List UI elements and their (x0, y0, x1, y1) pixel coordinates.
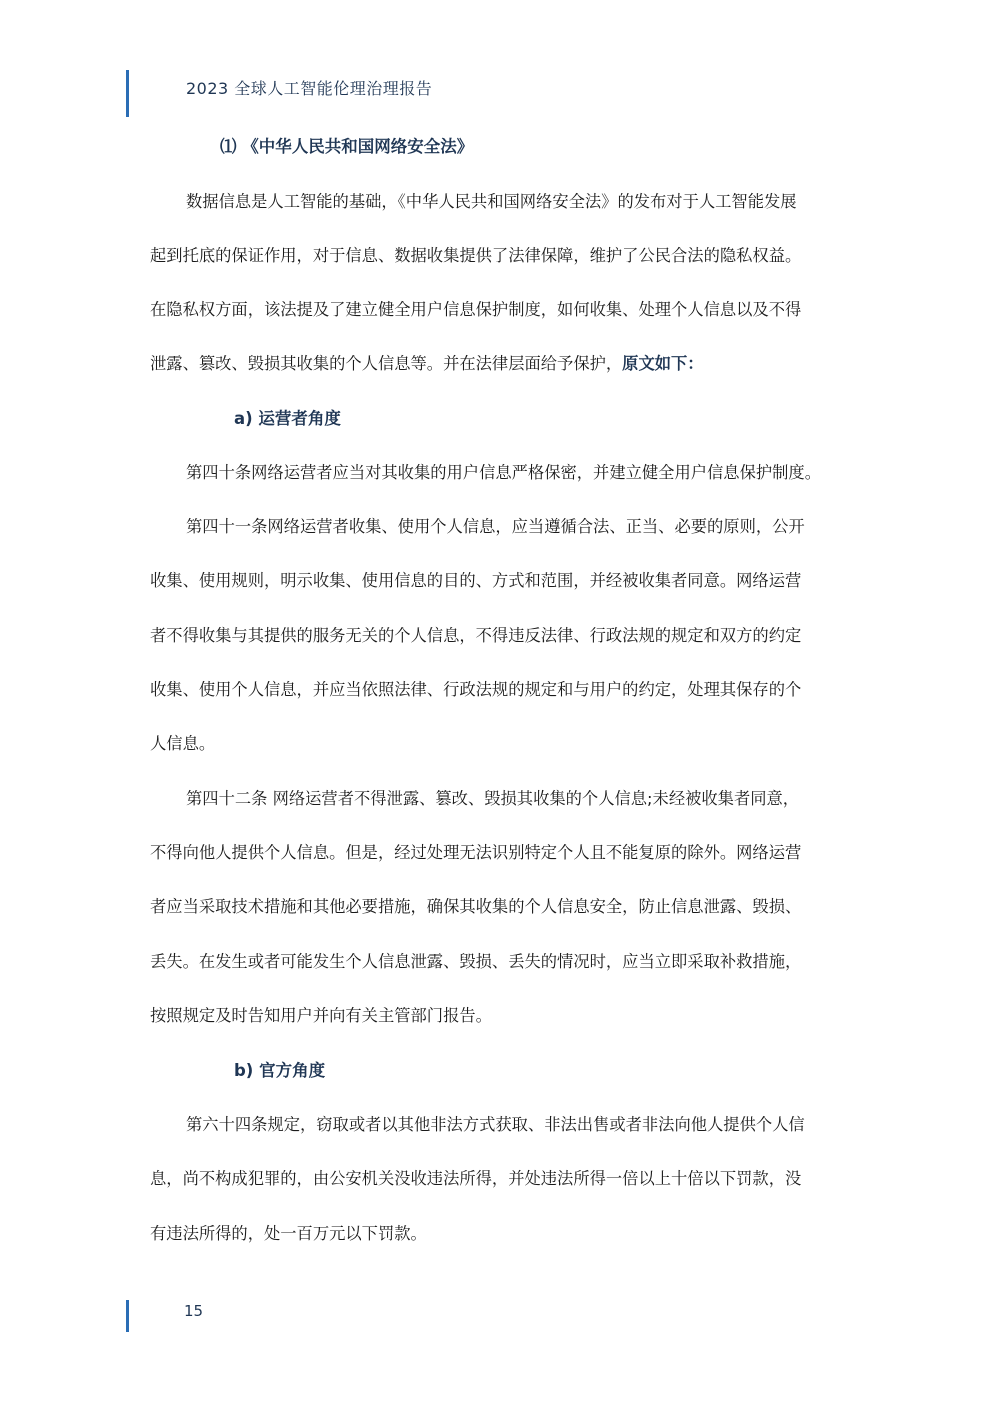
article-41-line-4: 收集、使用个人信息，并应当依照法律、行政法规的规定和与用户的约定，处理其保存的个 (150, 680, 802, 699)
article-42-line-1: 第四十二条 网络运营者不得泄露、篡改、毁损其收集的个人信息;未经被收集者同意， (186, 789, 800, 808)
footer-accent-bar (126, 1300, 129, 1332)
article-41-line-5: 人信息。 (150, 734, 216, 753)
intro-line-3: 在隐私权方面，该法提及了建立健全用户信息保护制度，如何收集、处理个人信息以及不得 (150, 300, 802, 319)
intro-line-2: 起到托底的保证作用，对于信息、数据收集提供了法律保障，维护了公民合法的隐私权益。 (150, 246, 802, 265)
section-heading: ⑴ 《中华人民共和国网络安全法》 (220, 137, 474, 156)
subsection-b-heading: b) 官方角度 (234, 1061, 326, 1080)
article-40-line-1: 第四十条网络运营者应当对其收集的用户信息严格保密，并建立健全用户信息保护制度。 (186, 463, 821, 482)
article-64-line-3: 有违法所得的，处一百万元以下罚款。 (150, 1224, 427, 1243)
article-41-line-2: 收集、使用规则，明示收集、使用信息的目的、方式和范围，并经被收集者同意。网络运营 (150, 571, 802, 590)
article-42-line-4: 丢失。在发生或者可能发生个人信息泄露、毁损、丢失的情况时，应当立即采取补救措施， (150, 952, 802, 971)
intro-line-4 (150, 353, 704, 375)
article-41-line-3: 者不得收集与其提供的服务无关的个人信息，不得违反法律、行政法规的规定和双方的约定 (150, 626, 802, 645)
intro-line-4-text: 泄露、篡改、毁损其收集的个人信息等。并在法律层面给予保护， (150, 354, 623, 373)
intro-emphasis: 原文如下： (622, 354, 704, 373)
article-42-line-2: 不得向他人提供个人信息。但是，经过处理无法识别特定个人且不能复原的除外。网络运营 (150, 843, 802, 862)
article-42-line-5: 按照规定及时告知用户并向有关主管部门报告。 (150, 1006, 492, 1025)
report-header-title: 2023 全球人工智能伦理治理报告 (186, 79, 433, 98)
article-42-line-3: 者应当采取技术措施和其他必要措施，确保其收集的个人信息安全，防止信息泄露、毁损、 (150, 897, 802, 916)
page-number: 15 (184, 1302, 204, 1320)
intro-line-1: 数据信息是人工智能的基础，《中华人民共和国网络安全法》的发布对于人工智能发展 (186, 192, 797, 211)
subsection-a-heading: a) 运营者角度 (234, 409, 341, 428)
header-accent-bar (126, 70, 129, 117)
article-41-line-1: 第四十一条网络运营者收集、使用个人信息，应当遵循合法、正当、必要的原则，公开 (186, 517, 805, 536)
article-64-line-2: 息，尚不构成犯罪的，由公安机关没收违法所得，并处违法所得一倍以上十倍以下罚款，没 (150, 1169, 802, 1188)
article-64-line-1: 第六十四条规定，窃取或者以其他非法方式获取、非法出售或者非法向他人提供个人信 (186, 1115, 805, 1134)
